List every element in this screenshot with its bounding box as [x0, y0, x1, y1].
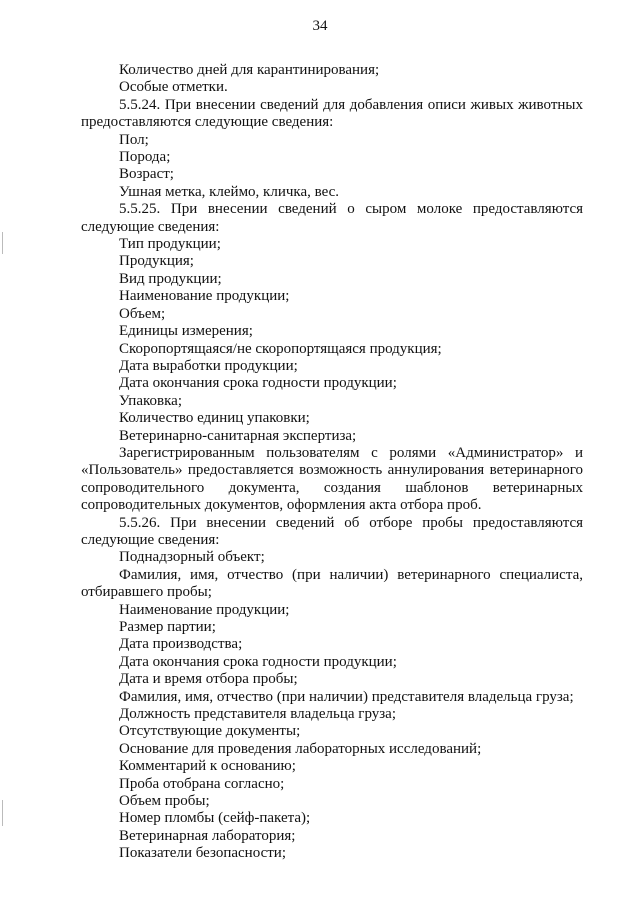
- text-line: Наименование продукции;: [119, 288, 290, 305]
- text-line: Вид продукции;: [119, 270, 222, 287]
- text-line: Основание для проведения лабораторных исследований;: [119, 740, 482, 757]
- text-line: предоставляются следующие сведения:: [81, 114, 334, 131]
- text-line: Комментарий к основанию;: [119, 758, 296, 775]
- text-line: Номер пломбы (сейф-пакета);: [119, 810, 311, 827]
- scan-edge-mark-top: [2, 232, 3, 254]
- text-line: Единицы измерения;: [119, 323, 253, 340]
- text-line: Возраст;: [119, 166, 174, 183]
- text-line: Фамилия, имя, отчество (при наличии) представителя владельца груза;: [119, 688, 574, 705]
- page-number: 34: [312, 18, 328, 34]
- text-line: Дата производства;: [119, 636, 243, 653]
- text-line: Дата и время отбора пробы;: [119, 671, 298, 688]
- text-line: Зарегистрированным пользователям с ролями «Администратор» и: [119, 444, 583, 461]
- text-line: Размер партии;: [119, 619, 216, 635]
- text-line: сопроводительного документа, создания шаблонов ветеринарных: [81, 479, 583, 496]
- text-line: Скоропортящаяся/не скоропортящаяся продукция;: [119, 340, 442, 357]
- text-line: 5.5.24. При внесении сведений для добавления описи живых животных: [119, 96, 583, 113]
- text-line: 5.5.26. При внесении сведений об отборе пробы предоставляются: [119, 514, 583, 531]
- text-line: Пол;: [119, 131, 149, 148]
- text-line: Фамилия, имя, отчество (при наличии) ветеринарного специалиста,: [119, 566, 583, 583]
- text-line: 5.5.25. При внесении сведений о сыром молоке предоставляются: [119, 201, 583, 218]
- text-line: Дата выработки продукции;: [119, 357, 298, 374]
- text-line: Порода;: [119, 149, 171, 166]
- text-line: Должность представителя владельца груза;: [119, 706, 397, 723]
- text-line: следующие сведения:: [81, 531, 220, 548]
- text-line: Ветеринарная лаборатория;: [119, 827, 296, 844]
- document-body: [81, 62, 583, 863]
- text-line: Объем пробы;: [119, 793, 210, 810]
- text-line: Количество дней для карантинирования;: [119, 62, 380, 78]
- scan-edge-mark-bottom: [2, 800, 3, 826]
- text-line: Наименование продукции;: [119, 601, 290, 618]
- text-line: Дата окончания срока годности продукции;: [119, 653, 397, 670]
- text-line: Показатели безопасности;: [119, 845, 286, 862]
- text-line: «Пользователь» предоставляется возможность аннулирования ветеринарного: [81, 462, 583, 479]
- text-line: Упаковка;: [119, 392, 182, 409]
- text-line: Дата окончания срока годности продукции;: [119, 375, 397, 392]
- text-line: Проба отобрана согласно;: [119, 775, 285, 792]
- text-line: Продукция;: [119, 253, 194, 270]
- text-line: Ушная метка, клеймо, кличка, вес.: [119, 183, 340, 200]
- text-line: Поднадзорный объект;: [119, 549, 265, 566]
- text-line: Объем;: [119, 305, 166, 322]
- text-line: отбиравшего пробы;: [81, 584, 212, 601]
- text-line: следующие сведения:: [81, 218, 220, 235]
- text-line: Ветеринарно-санитарная экспертиза;: [119, 427, 357, 444]
- text-line: Количество единиц упаковки;: [119, 410, 310, 427]
- text-line: Тип продукции;: [119, 236, 221, 253]
- text-line: сопроводительных документов, оформления акта отбора проб.: [81, 497, 482, 514]
- text-line: Отсутствующие документы;: [119, 723, 301, 740]
- text-line: Особые отметки.: [119, 79, 228, 96]
